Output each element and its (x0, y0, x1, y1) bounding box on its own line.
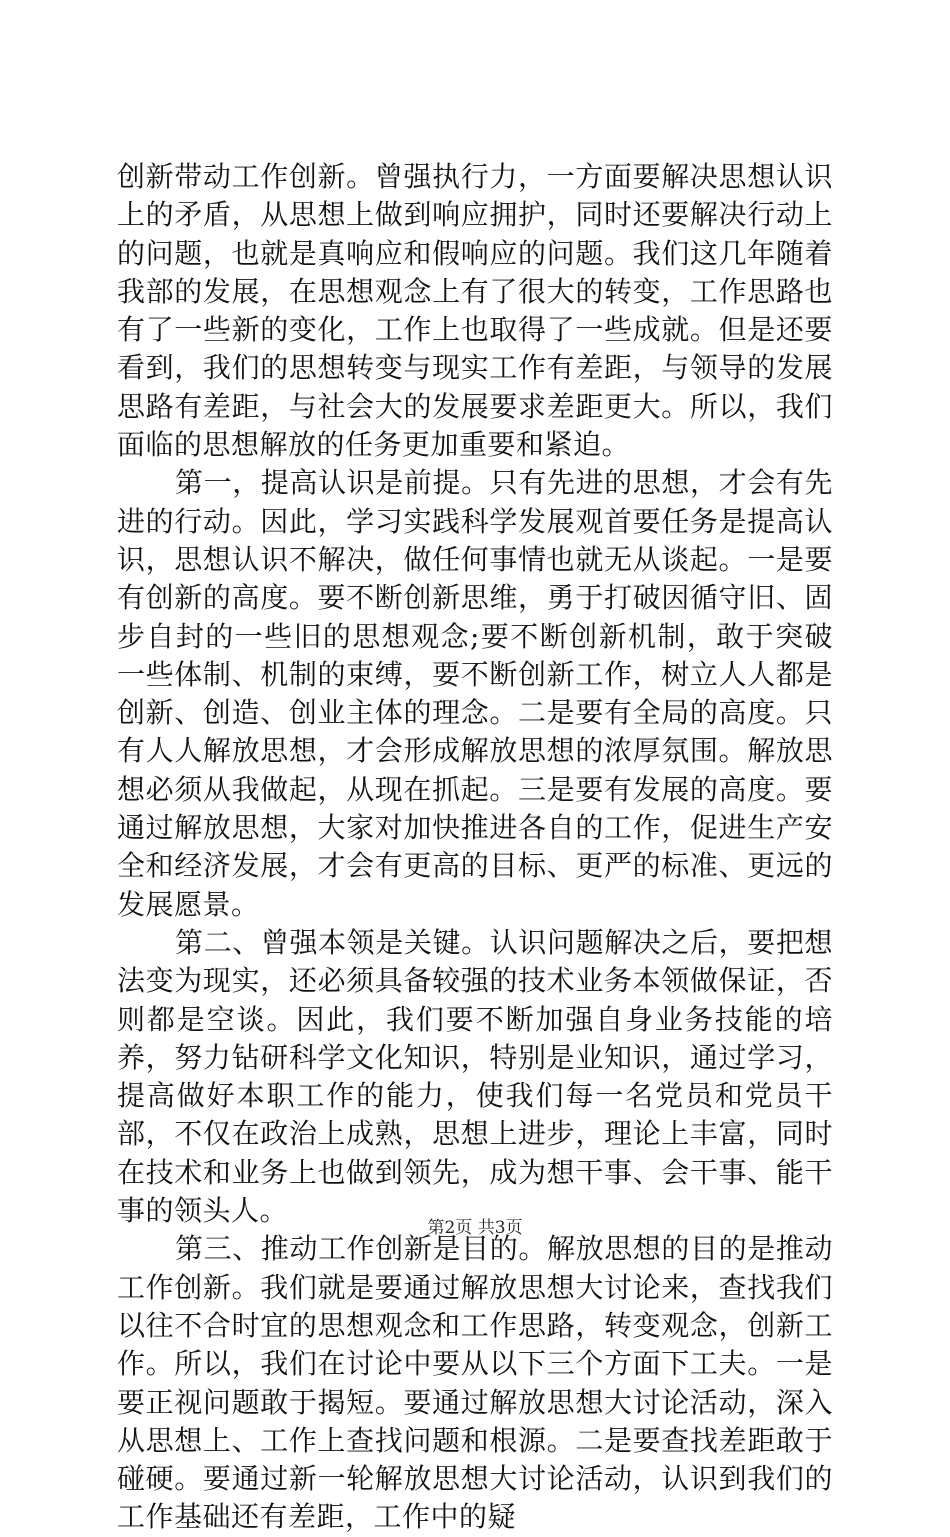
paragraph-point-three: 第三、推动工作创新是目的。解放思想的目的是推动工作创新。我们就是要通过解放思想大讨论来，查找我们以往不合时宜的思想观念和工作思路，转变观念，创新工作。所以，我们在讨论中要从以下三个方面下工夫。一是要正视问题敢于揭短。要通过解放思想大讨论活动，深入从思想上、工作上查找问题和根源。二是要查找差距敢于碰硬。要通过新一轮解放思想大讨论活动，认识到我们的工作基础还有差距，工作中的疑 (117, 1232, 833, 1534)
document-body (117, 158, 833, 1537)
page-number-footer: 第2页 共3页 (427, 1218, 523, 1238)
paragraph-continuation: 创新带动工作创新。曾强执行力，一方面要解决思想认识上的矛盾，从思想上做到响应拥护，同时还要解决行动上的问题，也就是真响应和假响应的问题。我们这几年随着我部的发展，在思想观念上有了很大的转变，工作思路也有了一些新的变化，工作上也取得了一些成就。但是还要看到，我们的思想转变与现实工作有差距，与领导的发展思路有差距，与社会大的发展要求差距更大。所以，我们面临的思想解放的任务更加重要和紧迫。 (117, 160, 833, 462)
paragraph-point-one: 第一，提高认识是前提。只有先进的思想，才会有先进的行动。因此，学习实践科学发展观首要任务是提高认识，思想认识不解决，做任何事情也就无从谈起。一是要有创新的高度。要不断创新思维，勇于打破因循守旧、固步自封的一些旧的思想观念;要不断创新机制，敢于突破一些体制、机制的束缚，要不断创新工作，树立人人都是创新、创造、创业主体的理念。二是要有全局的高度。只有人人解放思想，才会形成解放思想的浓厚氛围。解放思想必须从我做起，从现在抓起。三是要有发展的高度。要通过解放思想，大家对加快推进各自的工作，促进生产安全和经济发展，才会有更高的目标、更严的标准、更远的发展愿景。 (117, 466, 833, 921)
paragraph-point-two: 第二、曾强本领是关键。认识问题解决之后，要把想法变为现实，还必须具备较强的技术业务本领做保证，否则都是空谈。因此，我们要不断加强自身业务技能的培养，努力钻研科学文化知识，特别是业知识，通过学习，提高做好本职工作的能力，使我们每一名党员和党员干部，不仅在政治上成熟，思想上进步，理论上丰富，同时在技术和业务上也做到领先，成为想干事、会干事、能干事的领头人。 (117, 925, 833, 1228)
